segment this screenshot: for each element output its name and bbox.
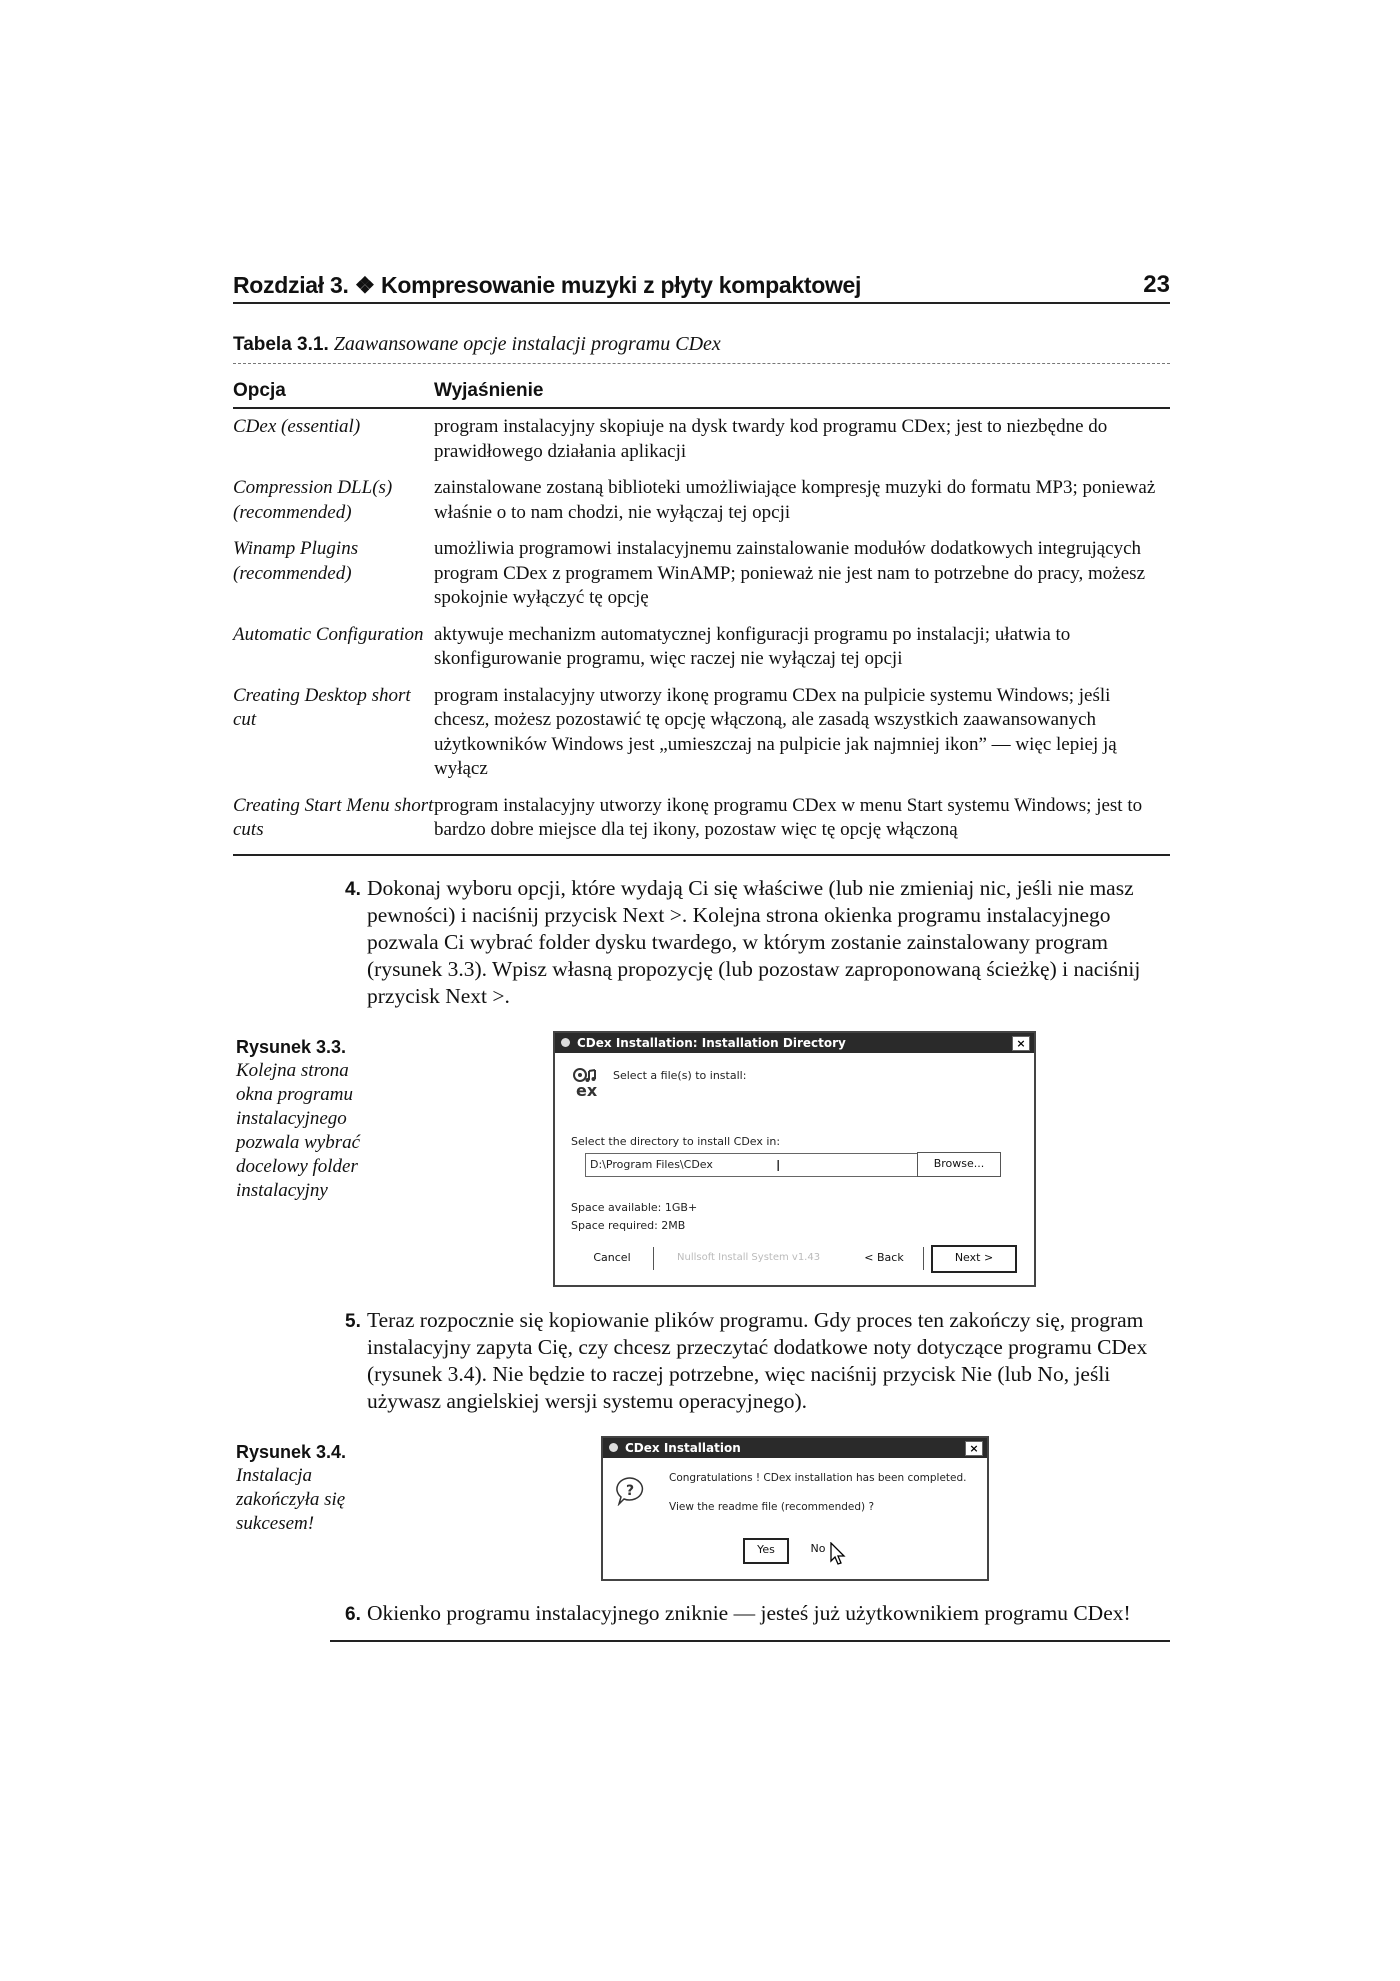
table-row	[233, 476, 1170, 525]
description-cell: aktywuje mechanizm automatycznej konfiguracji programu po instalacji; ułatwia to skonfigurowanie programu, więc raczej nie wyłączaj tej opcji	[434, 623, 1071, 669]
dialog-title: CDex Installation: Installation Directory	[577, 1036, 846, 1050]
step-6	[345, 1600, 1170, 1628]
option-cell: Winamp Plugins (recommended)	[233, 538, 359, 584]
directory-label: Select the directory to install CDex in:	[571, 1135, 781, 1148]
description-cell: zainstalowane zostaną biblioteki umożliwiające kompresję muzyki do formatu MP3; ponieważ właśnie o to nam chodzi, nie wyłączaj tej opcji	[434, 477, 1156, 523]
table-bottom-rule	[233, 854, 1170, 856]
running-header	[233, 268, 1170, 304]
option-cell: CDex (essential)	[233, 416, 361, 437]
table-row	[233, 794, 1170, 843]
app-icon	[609, 1443, 618, 1452]
bottom-rule	[330, 1640, 1170, 1642]
description-cell: program instalacyjny utworzy ikonę programu CDex w menu Start systemu Windows; jest to bardzo dobre miejsce dla tej ikony, pozostaw więc tę opcję włączoną	[434, 794, 1143, 840]
option-cell: Creating Desktop short cut	[233, 684, 411, 730]
figure-caption-text: Kolejna strona okna programu instalacyjnego pozwala wybrać docelowy folder instalacyjny	[236, 1060, 361, 1201]
table-title: Zaawansowane opcje instalacji programu CDex	[333, 333, 721, 355]
table-header	[233, 372, 1170, 409]
description-cell: program instalacyjny utworzy ikonę programu CDex na pulpicie systemu Windows; jeśli chcesz, możesz pozostawić tę opcję włączoną, ale zasadą wszystkich zaawansowanych użytkowników Windows jest „umieszczaj na pulpicie jak najmniej ikon” — więc lepiej ją wyłącz	[434, 684, 1117, 779]
table-row	[233, 684, 1170, 782]
dialog-title: CDex Installation	[625, 1441, 741, 1455]
caption-divider	[233, 363, 1170, 364]
svg-text:?: ?	[626, 1483, 635, 1499]
column-header-description: Wyjaśnienie	[434, 380, 544, 401]
option-cell: Automatic Configuration	[233, 623, 424, 645]
question-icon	[615, 1476, 645, 1506]
step-text: Dokonaj wyboru opcji, które wydają Ci się właściwe (lub nie zmieniaj nic, jeśli nie masz pewności) i naciśnij przycisk Next >. Kolejna strona okienka programu instalacyjnego pozwala Ci wybrać folder dysku twardego, w którym zostanie zainstalowany program (rysunek 3.3). Wpisz własną propozycję (lub pozostaw zaproponowaną ścieżkę) i naciśnij przycisk Next >.	[367, 876, 1141, 1008]
installation-complete-dialog	[601, 1436, 989, 1581]
install-path-value: D:\Program Files\CDex	[590, 1158, 713, 1171]
table-row	[233, 537, 1170, 611]
table-caption	[233, 333, 1170, 356]
step-number: 4.	[345, 879, 361, 900]
figure-3-3-caption	[236, 1035, 381, 1203]
space-required: Space required: 2MB	[571, 1219, 686, 1232]
table-row	[233, 623, 1170, 672]
option-cell: Creating Start Menu short cuts	[233, 794, 434, 840]
browse-button[interactable]: Browse...	[917, 1152, 1001, 1177]
app-icon	[561, 1038, 570, 1047]
mouse-pointer-icon	[830, 1542, 846, 1566]
column-header-option: Opcja	[233, 380, 286, 401]
step-text: Teraz rozpocznie się kopiowanie plików programu. Gdy proces ten zakończy się, program instalacyjny zapyta Cię, czy chcesz przeczytać dodatkowe noty dotyczące programu CDex (rysunek 3.4). Nie będzie to raczej potrzebne, więc naciśnij przycisk Nie (lub No, jeśli używasz angielskiej wersji systemu operacyjnego).	[367, 1308, 1148, 1413]
step-5	[345, 1307, 1170, 1413]
logo-text: ex	[576, 1081, 598, 1100]
cdex-logo-icon	[571, 1067, 601, 1100]
back-button[interactable]: < Back	[845, 1247, 924, 1270]
dialog-titlebar[interactable]	[603, 1438, 987, 1458]
step-number: 5.	[345, 1311, 361, 1332]
table-label: Tabela 3.1.	[233, 334, 329, 355]
figure-caption-text: Instalacja zakończyła się sukcesem!	[236, 1465, 346, 1534]
completion-message: Congratulations ! CDex installation has been completed.	[669, 1472, 967, 1484]
table-row	[233, 415, 1170, 464]
nsis-label: Nullsoft Install System v1.43	[677, 1252, 821, 1263]
yes-button[interactable]: Yes	[743, 1538, 789, 1564]
cancel-button[interactable]: Cancel	[571, 1247, 654, 1270]
step-4	[345, 875, 1170, 1008]
figure-3-4-caption	[236, 1440, 381, 1536]
close-button[interactable]: ×	[1012, 1036, 1030, 1051]
figure-label: Rysunek 3.4.	[236, 1442, 347, 1462]
no-button[interactable]: No	[803, 1538, 833, 1560]
dialog-titlebar[interactable]	[555, 1033, 1034, 1053]
space-available: Space available: 1GB+	[571, 1201, 698, 1214]
chapter-title: Rozdział 3. ❖ Kompresowanie muzyki z płyty kompaktowej	[233, 272, 862, 298]
description-cell: umożliwia programowi instalacyjnemu zainstalowanie modułów dodatkowych integrujących program CDex z programem WinAMP; ponieważ nie jest nam to potrzebne do pracy, możesz spokojnie wyłączyć tę opcję	[434, 538, 1145, 608]
text-cursor-icon: I	[776, 1157, 781, 1175]
step-text: Okienko programu instalacyjnego zniknie — jesteś już użytkownikiem programu CDex!	[367, 1601, 1131, 1625]
description-cell: program instalacyjny skopiuje na dysk twardy kod programu CDex; jest to niezbędne do prawidłowego działania aplikacji	[434, 416, 1108, 462]
page-number: 23	[1143, 271, 1170, 298]
step-number: 6.	[345, 1604, 361, 1625]
table-body	[233, 415, 1170, 855]
install-path-input[interactable]	[585, 1153, 920, 1177]
figure-label: Rysunek 3.3.	[236, 1037, 347, 1057]
close-button[interactable]: ×	[965, 1441, 983, 1456]
option-cell: Compression DLL(s) (recommended)	[233, 477, 393, 523]
next-button[interactable]: Next >	[931, 1245, 1017, 1273]
readme-question: View the readme file (recommended) ?	[669, 1501, 875, 1513]
installation-directory-dialog	[553, 1031, 1036, 1287]
select-files-label: Select a file(s) to install:	[613, 1069, 747, 1082]
